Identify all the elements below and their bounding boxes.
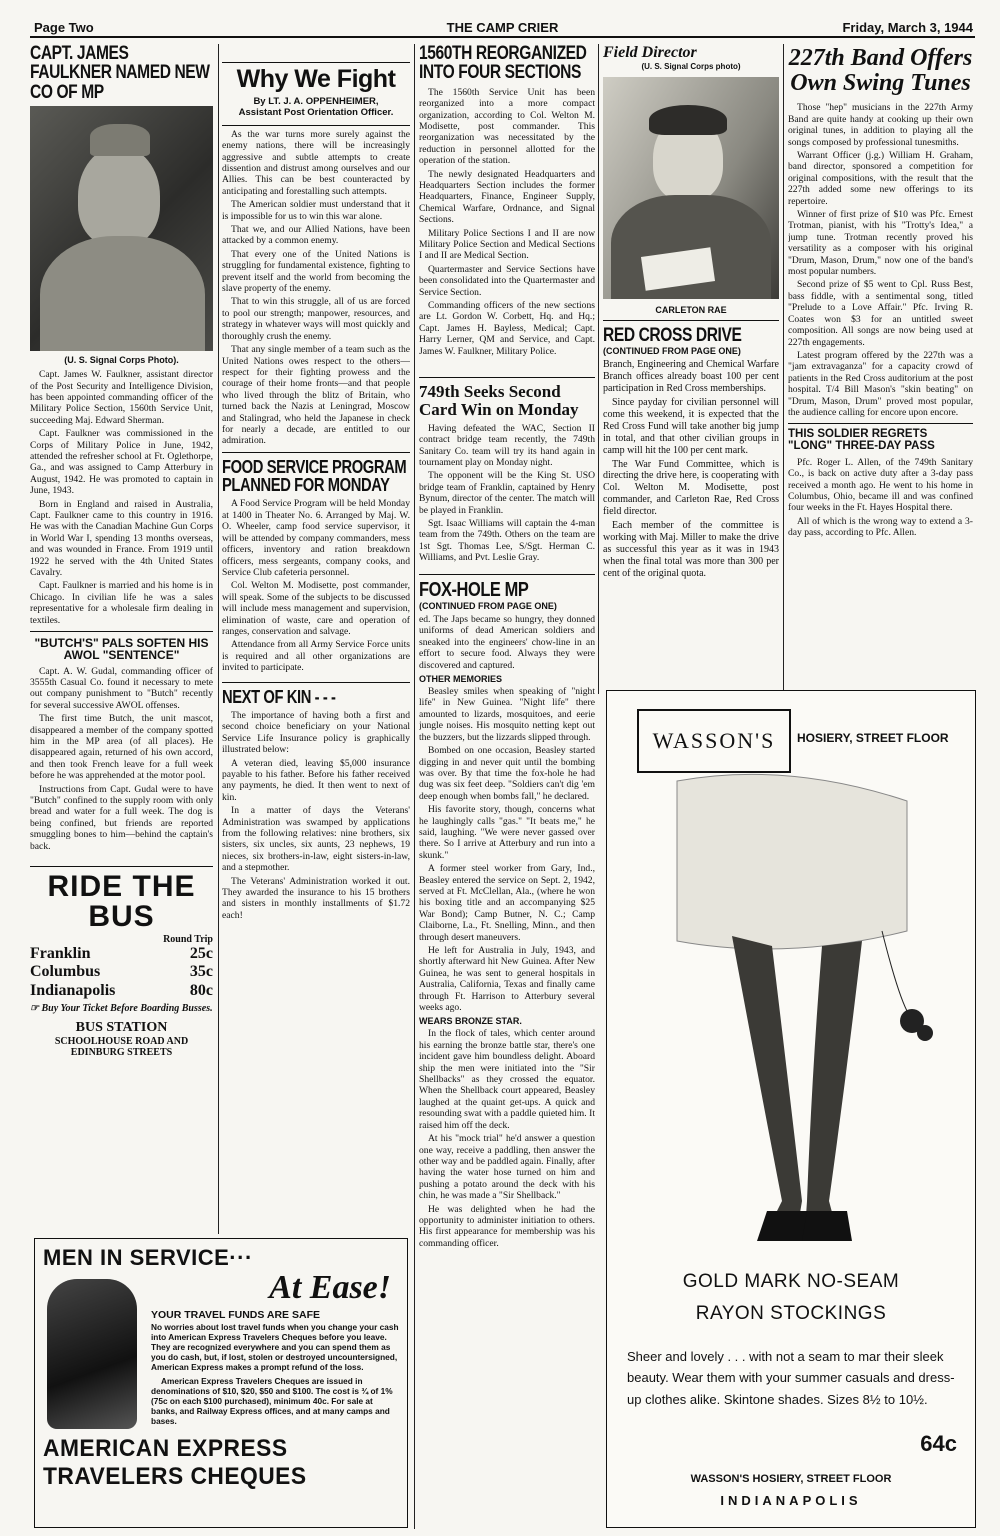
food-service-paragraph: Col. Welton M. Modisette, post commander, will speak. Some of the subjects to be discussed will include mess management and supervision, elimination of waste, care and operation of ranges, conservation and salvage. [222,580,410,637]
page-number: Page Two [34,20,94,35]
fox-hole-paragraph: Bombed on one occasion, Beasley started digging in and never quit until the bombing was over. By that time the fox-hole he had dug was six feet deep. "Soldiers can't dig 'em deep enough when bombs fall," he declared. [419,745,595,802]
fox-hole-paragraph: Beasley smiles when speaking of "night life" in New Guinea. "Night life" there amounted to lizards, mosquitoes, and eerie jungle noises. His mosquito netting kept out the buzzers, but the lizzards slipped through. [419,686,595,743]
fox-hole-paragraph: A former steel worker from Gary, Ind., Beasley entered the service on Sept. 2, 1942, served at Ft. McClellan, Ala., (where he won his boxing title and an accompanying $25 War Bond); Camp Butner, N. C.; Camp Claiborne, La., Ft. Snelling, Minn., and then through desert maneuvers. [419,863,595,943]
band-paragraph: Warrant Officer (j.g.) William H. Graham, band director, sponsored a competition for original compositions, with the result that the 227th added some new offerings to its repertoire. [788,150,973,207]
carleton-rae-photo [603,77,779,299]
issue-date: Friday, March 3, 1944 [842,20,973,35]
bus-round-trip-label: Round Trip [163,934,213,946]
faulkner-paragraph: Capt. Faulkner was commissioned in the Corps of Military Police in June, 1942, attended the refresher school at Ft. Oglethorpe, Ga., and was assigned to Camp Atterbury in August, 1942. He was promoted to captain in June, 1943. [30,428,213,497]
next-of-kin-paragraph: A veteran died, leaving $5,000 insurance payable to his father. Before his father received any payments, he died. It then went to next of kin. [222,757,410,803]
column-2 [222,44,410,1234]
fox-hole-subhead: OTHER MEMORIES [419,674,503,685]
food-service-paragraph: A Food Service Program will be held Monday at 1400 in Theater No. 6. Arranged by Maj. W. O. Wheeler, camp food service supervisor, it will be attended by company commanders, mess officers, inventory and ration breakdown officers, mess sergeants, company cooks, and Service Club cafeteria personnel. [222,498,410,578]
amex-brand: AMERICAN EXPRESS [43,1434,288,1462]
fox-hole-headline: FOX-HOLE MP [419,578,529,601]
column-rule [218,44,219,1234]
bus-station-address: SCHOOLHOUSE ROAD AND EDINBURG STREETS [54,1036,189,1059]
why-we-fight-headline: Why We Fight [236,65,396,93]
fare-row: Columbus 35c [30,963,213,981]
wassons-price: 64c [920,1431,957,1456]
column-1 [30,44,213,1234]
butch-paragraph: Capt. A. W. Gudal, commanding officer of 3555th Casual Co. found it necessary to mete out company punishment to "Butch" recently for several successive AWOL offenses. [30,665,213,711]
red-cross-paragraph: The War Fund Committee, which is directing the drive here, is cooperating with Col. Welton M. Modisette, post commander, and Carleton Rae, Red Cross field director. [603,458,779,518]
wassons-logo: WASSON'S [637,709,791,773]
amex-paragraph: No worries about lost travel funds when you change your cash into American Express Travelers Cheques before you leave. They are recognized everywhere and you can spend them as you do cash, but, if lost, stolen or destroyed uncountersigned, American Express makes a prompt refund of the loss. [151,1322,399,1372]
wassons-hosiery-ad [606,690,976,1528]
paper-name: THE CAMP CRIER [446,20,559,35]
red-cross-paragraph: Each member of the committee is working with Maj. Miller to make the drive as successful this year as it was in 1943 when the final total was more than 300 per cent of the original quota. [603,519,779,579]
why-we-fight-paragraph: That every one of the United Nations is struggling for fundamental existence, fighting to prevent itself and the world from becoming the slave property of the enemy. [222,248,410,295]
butch-paragraph: The first time Butch, the unit mascot, disappeared a member of the company spotted him in the MP area (of all places). He disappeared again, returned of his own accord, and then took French leave for a full week before he was apprehended at the motor pool. [30,713,213,782]
wassons-description: Sheer and lovely . . . with not a seam to mar their sleek beauty. Wear them with your summer casuals and dress-up clothes alike. Skintone shades. Sizes 8½ to 10½. [627,1349,955,1407]
why-we-fight-paragraph: As the war turns more surely against the enemy nations, there will be increasingly aggressive and subtle attempts to create dissention and distrust among ourselves and our Allies. This can be best counteracted by anticipating and forestalling such attempts. [222,128,410,197]
soldier-regrets-paragraph: All of which is the wrong way to extend a 3-day pass, according to Pfc. Allen. [788,515,973,539]
soldier-illustration [47,1279,137,1429]
food-service-headline: FOOD SERVICE PROGRAM PLANNED FOR MONDAY [222,456,407,496]
card-win-paragraph: The opponent will be the King St. USO bridge team of Franklin, captained by Henry Bynum, director of the center. The match will be played in Franklin. [419,470,595,516]
faulkner-paragraph: Capt. James W. Faulkner, assistant director of the Post Security and Intelligence Division, has been appointed commanding officer of the Military Police Section, 1560th Service Unit, succeeding Maj. Edward Sherman. [30,369,213,426]
why-we-fight-paragraph: The American soldier must understand that it is impossible for us to win this war alone. [222,199,410,222]
reorganized-headline: 1560TH REORGANIZED INTO FOUR SECTIONS [419,44,587,84]
band-headline: 227th Band Offers Own Swing Tunes [788,45,973,97]
band-paragraph: Those "hep" musicians in the 227th Army Band are quite handy at cooking up their own original tunes, in addition to playing all the songs composed by professional tunesmiths. [788,102,973,148]
fox-hole-paragraph: He was delighted when he had the opportunity to administer initiation to others. His first appearance for membership was his commanding officer. [419,1203,595,1249]
bus-ad-title: RIDE THE BUS [47,870,196,934]
band-paragraph: Second prize of $5 went to Cpl. Russ Best, bass fiddle, with a sentimental song, titled "Prelude to a Love Affair." Pfc. Irving R. Coates won $3 for an untitled sweet composition. All songs are now being used at 227th engagements. [788,279,973,348]
amex-men-in-service: MEN IN SERVICE··· [43,1245,253,1270]
pointing-hand-icon: ☞ [30,1003,39,1015]
reorganized-paragraph: The newly designated Headquarters and Headquarters Section includes the former Headquarters, Finance, Engineer Supply, Chemical Warfare, Ordnance, and Signal Sections. [419,168,595,226]
reorganized-paragraph: Commanding officers of the new sections are Lt. Gordon W. Corbett, Hq. and Hq.; Capt. James H. Bayless, Medical; Capt. Harry Lerner, QM and Service, and Capt. James W. Faulkner, Military Police. [419,300,595,357]
why-we-fight-paragraph: That any single member of a team such as the United Nations owes respect to the others—respect for their fighting prowess and the courage of their home fronts—and that people who lived through the blitz of Britain, who turned back the Nazis at Leningrad, Moscow and Stalingrad, who held the Japanese in check for nearly a decade, are entitled to our admiration. [222,344,410,447]
carleton-rae-caption: CARLETON RAE [655,305,727,315]
wassons-headline: GOLD MARK NO-SEAM [682,1271,900,1292]
amex-brand: TRAVELERS CHEQUES [43,1462,307,1490]
fare-row: Indianapolis 80c [30,981,213,999]
column-4 [603,44,779,684]
fox-hole-paragraph: He left for Australia in July, 1943, and shortly afterward hit New Guinea. After New Guinea, he was sent to general hospitals in Australia, California, Texas and finally came through Ft. Harrison to Atterbury several weeks ago. [419,945,595,1014]
column-rule [783,44,784,694]
reorganized-paragraph: The 1560th Service Unit has been reorganized into a more compact organization, according to Col. Welton M. Modisette, post commander. This reorganization was necessitated by the reduction in personnel allotted for the operation of the station. [419,86,595,167]
soldier-regrets-paragraph: Pfc. Roger L. Allen, of the 749th Sanitary Co., is back on active duty after a 3-day pass received a month ago. He went to his home in Columbus, Ohio, became ill and was confined four weeks in the Ft. Hayes Hospital there. [788,456,973,514]
reorganized-paragraph: Quartermaster and Service Sections have been consolidated into the Quartermaster and Service Section. [419,263,595,298]
amex-subhead: YOUR TRAVEL FUNDS ARE SAFE [151,1309,320,1321]
fox-hole-continued: (CONTINUED FROM PAGE ONE) [419,601,557,612]
fox-hole-paragraph: In the flock of tales, which center around his earning the bronze battle star, there's one incident gave him boundless delight. Aboard ship the men were initiated into the "Sir Shellbacks" as they crossed the equator. When the Shellback court appeared, Beasley laughed at the quaint get-ups. A quick and resounding swat with a paddle quieted him. It raised him off the deck. [419,1028,595,1131]
band-paragraph: Latest program offered by the 227th was a "jam extravaganza" for a capacity crowd of patients in the Red Cross auditorium at the post hospital. T/4 Bill Mason's "skin beating" on "Drum, Mason, Drum" proved most popular, the audience calling for encore upon encore. [788,349,973,418]
column-rule [414,44,415,1529]
fox-hole-paragraph: At his "mock trial" he'd answer a question one way, receive a paddling, then answer the other way and be paddled again. Finally, after having the water hose turned on him and pushing a potato around the deck with his chin, he was made a "Sir Shellback." [419,1133,595,1202]
bus-ticket-note: Buy Your Ticket Before Boarding Busses. [41,1003,213,1015]
wassons-city: INDIANAPOLIS [720,1493,862,1508]
wassons-footer: WASSON'S HOSIERY, STREET FLOOR [690,1473,892,1485]
why-we-fight-paragraph: That we, and our Allied Nations, have been attacked by a common enemy. [222,224,410,247]
wassons-headline: RAYON STOCKINGS [695,1303,887,1324]
card-win-headline: 749th Seeks Second Card Win on Monday [419,382,579,419]
red-cross-headline: RED CROSS DRIVE [603,325,742,346]
card-win-paragraph: Having defeated the WAC, Section II contract bridge team recently, the 749th Sanitary Co. team will try its hand again in tournament play on Monday night. [419,422,595,468]
next-of-kin-headline: NEXT OF KIN - - - [222,686,336,707]
faulkner-photo [30,106,213,351]
faulkner-headline: CAPT. JAMES FAULKNER NAMED NEW CO OF MP [30,44,210,103]
fox-hole-paragraph: ed. The Japs became so hungry, they donned uniforms of dead American soldiers and sneaked into the engineers' chow-line in an effort to secure food. Always they were discovered and captured. [419,614,595,671]
wassons-department: HOSIERY, STREET FLOOR [797,731,949,745]
butch-headline: "BUTCH'S" PALS SOFTEN HIS AWOL "SENTENCE" [34,636,209,663]
field-director-title: Field Director [603,44,697,61]
bus-ad [30,872,213,1058]
red-cross-paragraph: Branch, Engineering and Chemical Warfare Branch offices already boast 100 per cent participation in Red Cross memberships. [603,359,779,395]
next-of-kin-paragraph: In a matter of days the Veterans' Administration was swamped by applications from the following relatives: nine brothers, six sisters, six uncles, six aunts, 23 nephews, 19 nieces, six brothers-in-law, eight sisters-in-law, and a stepmother. [222,805,410,874]
faulkner-paragraph: Born in England and raised in Australia, Capt. Faulkner came to this country in 1916. He was with the Canadian Machine Gun Corps in World War I, spending 13 months overseas, and was wounded in France. From 1919 until 1922 he served with the 4th United States Cavalry. [30,498,213,579]
faulkner-paragraph: Capt. Faulkner is married and his home is in Chicago. In civilian life he was a sales representative for a wholesale firm dealing in textiles. [30,580,213,626]
butch-paragraph: Instructions from Capt. Gudal were to have "Butch" confined to the supply room with only bread and water for a full week. The dog is being confined, but friends are reported smuggling bones to him—behind the captain's back. [30,783,213,852]
why-we-fight-paragraph: That to win this struggle, all of us are forced to pool our strength; manpower, resources, and strategy in whatever ways will most quickly and thoroughly crush the enemy. [222,296,410,342]
red-cross-paragraph: Since payday for civilian personnel will come this weekend, it is expected that the Red Cross Fund will take another big jump in total, and that other civilian groups in camp will hit the 100 per cent mark. [603,397,779,456]
fox-hole-subhead: WEARS BRONZE STAR. [419,1016,522,1027]
amex-paragraph: American Express Travelers Cheques are issued in denominations of $10, $20, $50 and $100. The cost is ¾ of 1% (75c on each $100 purchased), minimum 40c. For sale at banks, and Railway Express offices, and at many camps and bases. [151,1375,393,1426]
next-of-kin-paragraph: The importance of having both a first and second choice beneficiary on your National Service Life Insurance policy is graphically illustrated below: [222,709,410,756]
masthead [30,18,975,38]
fare-row: Franklin 25c [30,945,213,963]
byline-author: By LT. J. A. OPPENHEIMER, Assistant Post Orientation Officer. [238,96,394,119]
column-5 [788,44,973,684]
column-3 [419,44,595,1534]
stockings-illustration [607,771,975,1241]
next-of-kin-paragraph: The Veterans' Administration worked it out. They awarded the insurance to his 15 brothers and sisters in monthly installments of $1.72 each! [222,875,410,921]
band-paragraph: Winner of first prize of $10 was Pfc. Ernest Trotman, pianist, with his "Trotty's Idea," a jump tune. Trotman recently proved his versatility as a composer with his original "Drum, Mason, Drum," now one of the band's most popular numbers. [788,209,973,278]
field-director-credit: (U. S. Signal Corps photo) [641,62,741,71]
red-cross-continued: (CONTINUED FROM PAGE ONE) [603,346,741,357]
american-express-ad [34,1238,408,1528]
bus-station-label: BUS STATION [75,1020,168,1036]
fox-hole-paragraph: His favorite story, though, concerns what he laughingly calls "gas." "It beats me," he said, laughing. "We were never gassed over there. So I arrive at Atterbury and run into a skunk." [419,804,595,861]
soldier-regrets-headline: THIS SOLDIER REGRETS "LONG" THREE-DAY PASS [788,428,935,453]
column-rule [598,44,599,694]
card-win-paragraph: Sgt. Isaac Williams will captain the 4-man team from the 749th. Others on the team are 1st Sgt. Thomas Lee, S/Sgt. Herman C. Williams, and Pvt. Leslie Gray. [419,518,595,564]
amex-at-ease: At Ease! [269,1269,391,1306]
faulkner-photo-caption: (U. S. Signal Corps Photo). [64,355,179,366]
reorganized-paragraph: Military Police Sections I and II are now Military Police Section and Medical Sections I and II are Medical Section. [419,227,595,262]
food-service-paragraph: Attendance from all Army Service Force units is required and all other organizations are invited to participate. [222,639,410,674]
